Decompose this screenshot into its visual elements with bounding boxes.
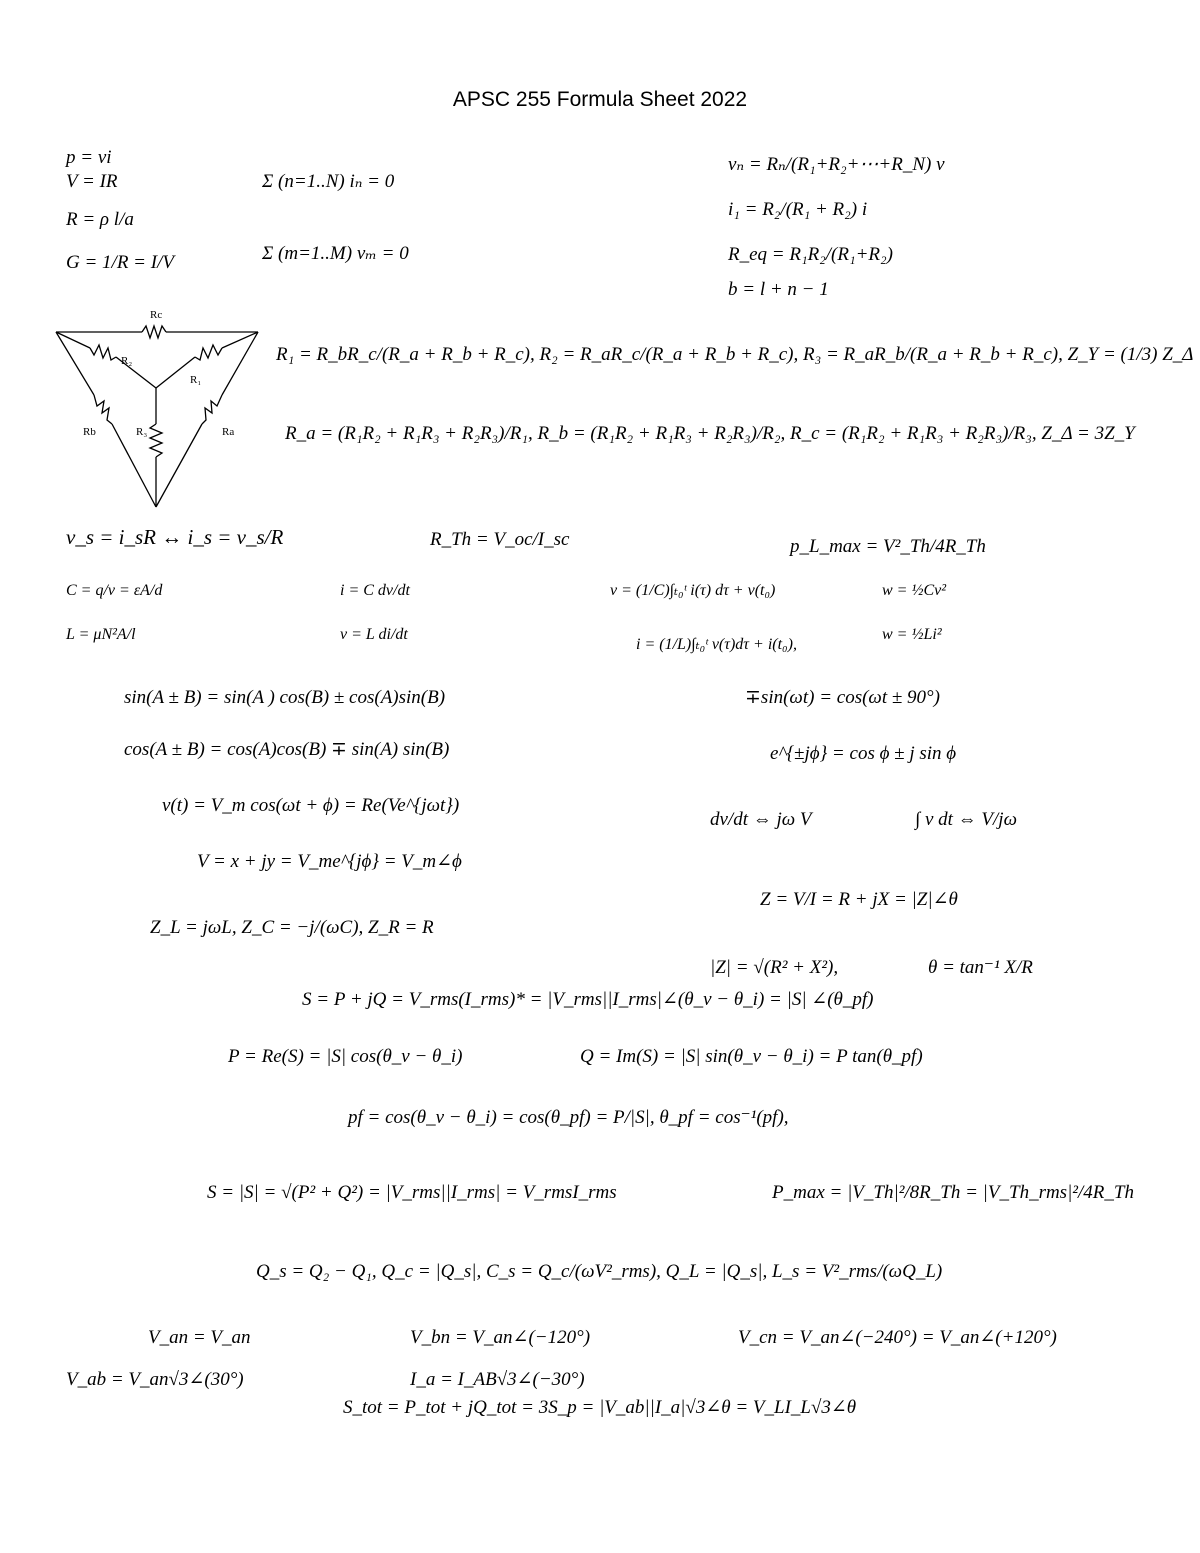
formula-inductor-energy: w = ½Li²	[882, 626, 942, 643]
formula-current-divider: i₁ = R₂/(R₁ + R₂) i	[728, 199, 868, 220]
formula-capacitor-energy: w = ½Cv²	[882, 582, 947, 599]
formula-euler: e^{±jϕ} = cos ϕ ± j sin ϕ	[770, 743, 957, 764]
formula-line-voltage: V_ab = V_an√3∠(30°)	[66, 1369, 244, 1390]
wye-delta-circuit-diagram	[50, 300, 268, 515]
formula-kcl: Σ (n=1..N) iₙ = 0	[262, 171, 395, 192]
formula-element-impedances: Z_L = jωL, Z_C = −j/(ωC), Z_R = R	[150, 917, 434, 938]
formula-source-transform: v_s = i_sR ↔ i_s = v_s/R	[66, 525, 284, 549]
formula-thevenin-resistance: R_Th = V_oc/I_sc	[430, 529, 570, 550]
formula-phase-shift: ∓sin(ωt) = cos(ωt ± 90°)	[745, 687, 940, 708]
formula-phasor-derivative: dv/dt ⇔ jω V	[710, 809, 812, 830]
formula-capacitor-voltage: v = (1/C)∫ₜ₀ᵗ i(τ) dτ + v(t₀)	[610, 582, 776, 599]
formula-kvl: Σ (m=1..M) vₘ = 0	[262, 243, 409, 264]
formula-total-power: S_tot = P_tot + jQ_tot = 3S_p = |V_ab||I_a|√3∠θ = V_LI_L√3∠θ	[343, 1397, 857, 1418]
formula-ohms-law: V = IR	[66, 171, 118, 192]
label-r1: R₁	[190, 374, 202, 386]
formula-impedance-magnitude: |Z| = √(R² + X²),	[710, 957, 839, 978]
formula-phasor-integral: ∫ v dt ⇔ V/jω	[915, 809, 1017, 830]
formula-line-current: I_a = I_AB√3∠(−30°)	[410, 1369, 585, 1390]
label-rb: Rb	[83, 426, 96, 438]
formula-capacitance: C = q/v = εA/d	[66, 582, 163, 599]
formula-phasor-rectangular: V = x + jy = V_me^{jϕ} = V_m∠ϕ	[197, 851, 462, 872]
formula-impedance-angle: θ = tan⁻¹ X/R	[928, 957, 1033, 978]
formula-inductance: L = μN²A/l	[66, 626, 136, 643]
formula-complex-power: S = P + jQ = V_rms(I_rms)* = |V_rms||I_rms|∠(θ_v − θ_i) = |S| ∠(θ_pf)	[302, 989, 874, 1010]
formula-phase-an: V_an = V_an	[148, 1327, 251, 1348]
label-r3: R₃	[136, 426, 148, 438]
formula-apparent-power: S = |S| = √(P² + Q²) = |V_rms||I_rms| = V_rmsI_rms	[207, 1182, 617, 1203]
label-r2: R₂	[121, 355, 133, 367]
formula-inductor-current: i = (1/L)∫ₜ₀ᵗ v(τ)dτ + i(t₀),	[636, 636, 797, 653]
formula-power: p = vi	[66, 147, 112, 168]
formula-impedance-definition: Z = V/I = R + jX = |Z|∠θ	[760, 889, 958, 910]
label-ra: Ra	[222, 426, 235, 438]
formula-real-power: P = Re(S) = |S| cos(θ_v − θ_i)	[228, 1046, 463, 1067]
page-title: APSC 255 Formula Sheet 2022	[452, 88, 748, 111]
formula-cos-sum: cos(A ± B) = cos(A)cos(B) ∓ sin(A) sin(B)	[124, 739, 450, 760]
formula-voltage-divider: vₙ = Rₙ/(R₁+R₂+⋯+R_N) v	[728, 154, 945, 175]
label-rc: Rc	[150, 309, 163, 321]
formula-phasor-time: v(t) = V_m cos(ωt + ϕ) = Re(Ve^{jωt})	[162, 795, 460, 816]
formula-reactive-power: Q = Im(S) = |S| sin(θ_v − θ_i) = P tan(θ_pf)	[580, 1046, 923, 1067]
formula-delta-to-wye: R₁ = R_bR_c/(R_a + R_b + R_c), R₂ = R_aR_c/(R_a + R_b + R_c), R₃ = R_aR_b/(R_a + R_b + R_c), Z_Y = (1/3) Z_Δ	[276, 344, 1194, 365]
formula-phase-bn: V_bn = V_an∠(−120°)	[410, 1327, 591, 1348]
formula-branches: b = l + n − 1	[728, 279, 829, 300]
formula-max-power-transfer: p_L_max = V²_Th/4R_Th	[790, 536, 986, 557]
formula-conductance: G = 1/R = I/V	[66, 252, 174, 273]
formula-wye-to-delta: R_a = (R₁R₂ + R₁R₃ + R₂R₃)/R₁, R_b = (R₁R₂ + R₁R₃ + R₂R₃)/R₂, R_c = (R₁R₂ + R₁R₃ + R₂R₃)/R₃, Z_Δ = 3Z_Y	[285, 423, 1135, 444]
formula-parallel-resistance: R_eq = R₁R₂/(R₁+R₂)	[728, 244, 893, 265]
formula-sin-sum: sin(A ± B) = sin(A ) cos(B) ± cos(A)sin(B)	[124, 687, 446, 708]
formula-phase-cn: V_cn = V_an∠(−240°) = V_an∠(+120°)	[738, 1327, 1057, 1348]
formula-resistivity: R = ρ l/a	[66, 209, 134, 230]
formula-inductor-voltage: v = L di/dt	[340, 626, 408, 643]
formula-power-factor: pf = cos(θ_v − θ_i) = cos(θ_pf) = P/|S|, θ_pf = cos⁻¹(pf),	[348, 1107, 789, 1128]
formula-pf-correction: Q_s = Q₂ − Q₁, Q_c = |Q_s|, C_s = Q_c/(ωV²_rms), Q_L = |Q_s|, L_s = V²_rms/(ωQ_L)	[256, 1261, 943, 1282]
formula-max-average-power: P_max = |V_Th|²/8R_Th = |V_Th_rms|²/4R_Th	[772, 1182, 1134, 1203]
formula-capacitor-current: i = C dv/dt	[340, 582, 410, 599]
